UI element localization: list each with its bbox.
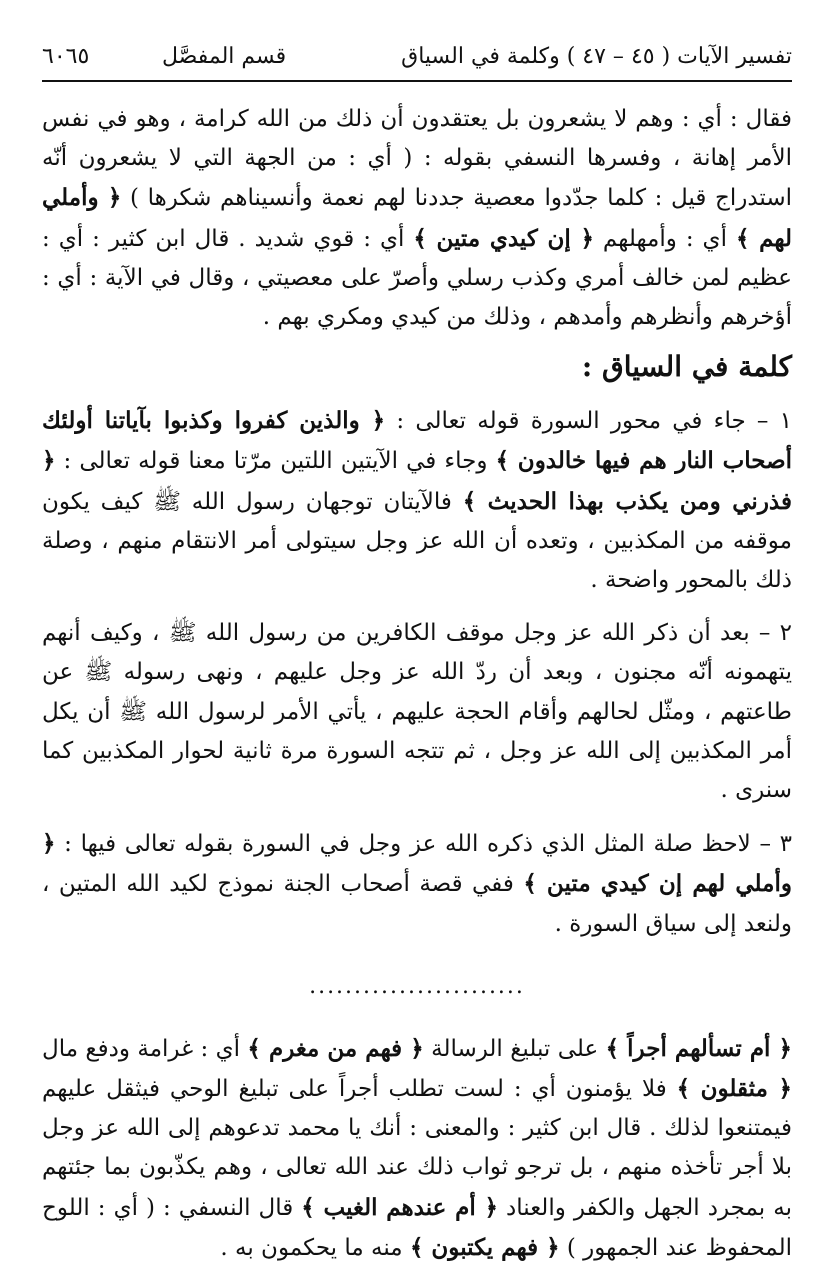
intro-text-2: أي : وأمهلهم [593,225,736,252]
final-verse-5: ﴿ فهم يكتبون ﴾ [409,1233,560,1261]
intro-paragraph [42,100,792,337]
item1-verse-1: ﴿ والذين كفروا وكذبوا بآياتنا أولئك أصحاب النار هم فيها خالدون ﴾ [42,407,792,475]
item1-text-3: فالآيتان توجهان رسول الله ﷺ كيف يكون موقفه من المكذبين ، وتعده أن الله عز وجل سيتولى أمر الانتقام منهم ، وصلة ذلك بالمحور واضحة . [42,488,792,594]
context-item-1 [42,401,792,600]
final-verse-3: ﴿ مثقلون ﴾ [676,1075,793,1103]
final-text-2: أي : غرامة ودفع مال [42,1035,248,1062]
item3-text-2: ففي قصة أصحاب الجنة نموذج لكيد الله المتين ، ولنعد إلى سياق السورة . [42,871,792,937]
page-content [42,100,792,1268]
section-name: قسم المفصَّل [162,44,287,69]
item1-text-1: ١ – جاء في محور السورة قوله تعالى : [385,408,793,435]
page-header [42,38,792,82]
header-rule [42,80,792,82]
intro-text-3: أي : قوي شديد . قال ابن كثير : أي : عظيم لمن خالف أمري وكذب رسلي وأصرّ على معصيتي ، وقال في الآية : أي : أؤخرهم وأنظرهم وأمدهم ، وذلك من كيدي ومكري بهم . [42,225,792,331]
final-text-1: على تبليغ الرسالة [423,1035,606,1062]
item3-verse-1: ﴿ وأملي لهم إن كيدي متين ﴾ [42,830,792,898]
item1-text-2: وجاء في الآيتين اللتين مرّتا معنا قوله تعالى : [55,448,496,475]
item1-verse-2: ﴿ فذرني ومن يكذب بهذا الحديث ﴾ [42,447,792,515]
page-number: ٦٠٦٥ [42,44,90,69]
context-item-3 [42,824,792,944]
intro-verse-2: ﴿ إن كيدي متين ﴾ [413,224,594,252]
item3-text-1: ٣ – لاحظ صلة المثل الذي ذكره الله عز وجل في السورة بقوله تعالى فيها : [55,831,792,858]
context-item-2 [42,614,792,810]
final-text-5: منه ما يحكمون به . [220,1234,410,1261]
section-heading: كلمة في السياق : [581,350,792,384]
intro-text-1: فقال : أي : وهم لا يشعرون بل يعتقدون أن ذلك من الله كرامة ، وهو في نفس الأمر إهانة ، وفسرها النسفي بقوله : ( أي : من الجهة التي لا يشعرون أنّه استدراج قيل : كلما جدّدوا معصية جددنا لهم نعمة وأنسيناهم شكرها ) [42,106,792,212]
final-verse-1: ﴿ أم تسألهم أجراً ﴾ [605,1034,792,1062]
separator-dots: ........................ [309,973,525,999]
item2-text-1: ٢ – بعد أن ذكر الله عز وجل موقف الكافرين من رسول الله ﷺ ، وكيف أنهم يتهمونه أنّه مجنون ، وبعد أن ردّ الله عز وجل عليهم ، ونهى رسوله ﷺ عن طاعتهم ، ومثّل لحالهم وأقام الحجة عليهم ، يأتي الأمر لرسول الله ﷺ أن يكل أمر المكذبين إلى الله عز وجل ، ثم تتجه السورة مرة ثانية لحوار المكذبين كما سنرى . [42,620,792,804]
final-text-4: قال النسفي : ( أي : اللوح المحفوظ عند الجمهور ) [42,1194,792,1261]
running-title: تفسير الآيات ( ٤٥ – ٤٧ ) وكلمة في السياق [401,44,792,69]
final-text-3: فلا يؤمنون أي : لست تطلب أجراً على تبليغ الوحي فيثقل عليهم فيمتنعوا لذلك . قال ابن كثير : والمعنى : أنك يا محمد تدعوهم إلى الله عز وجل بلا أجر تأخذه منهم ، بل ترجو ثواب ذلك عند الله تعالى ، وهم يكذّبون بما جئتهم به بمجرد الجهل والكفر والعناد [42,1076,792,1221]
final-verse-4: ﴿ أم عندهم الغيب ﴾ [301,1193,498,1221]
intro-verse-1: ﴿ وأملي لهم ﴾ [42,184,793,252]
final-paragraph [42,1029,792,1268]
final-verse-2: ﴿ فهم من مغرم ﴾ [247,1034,424,1062]
